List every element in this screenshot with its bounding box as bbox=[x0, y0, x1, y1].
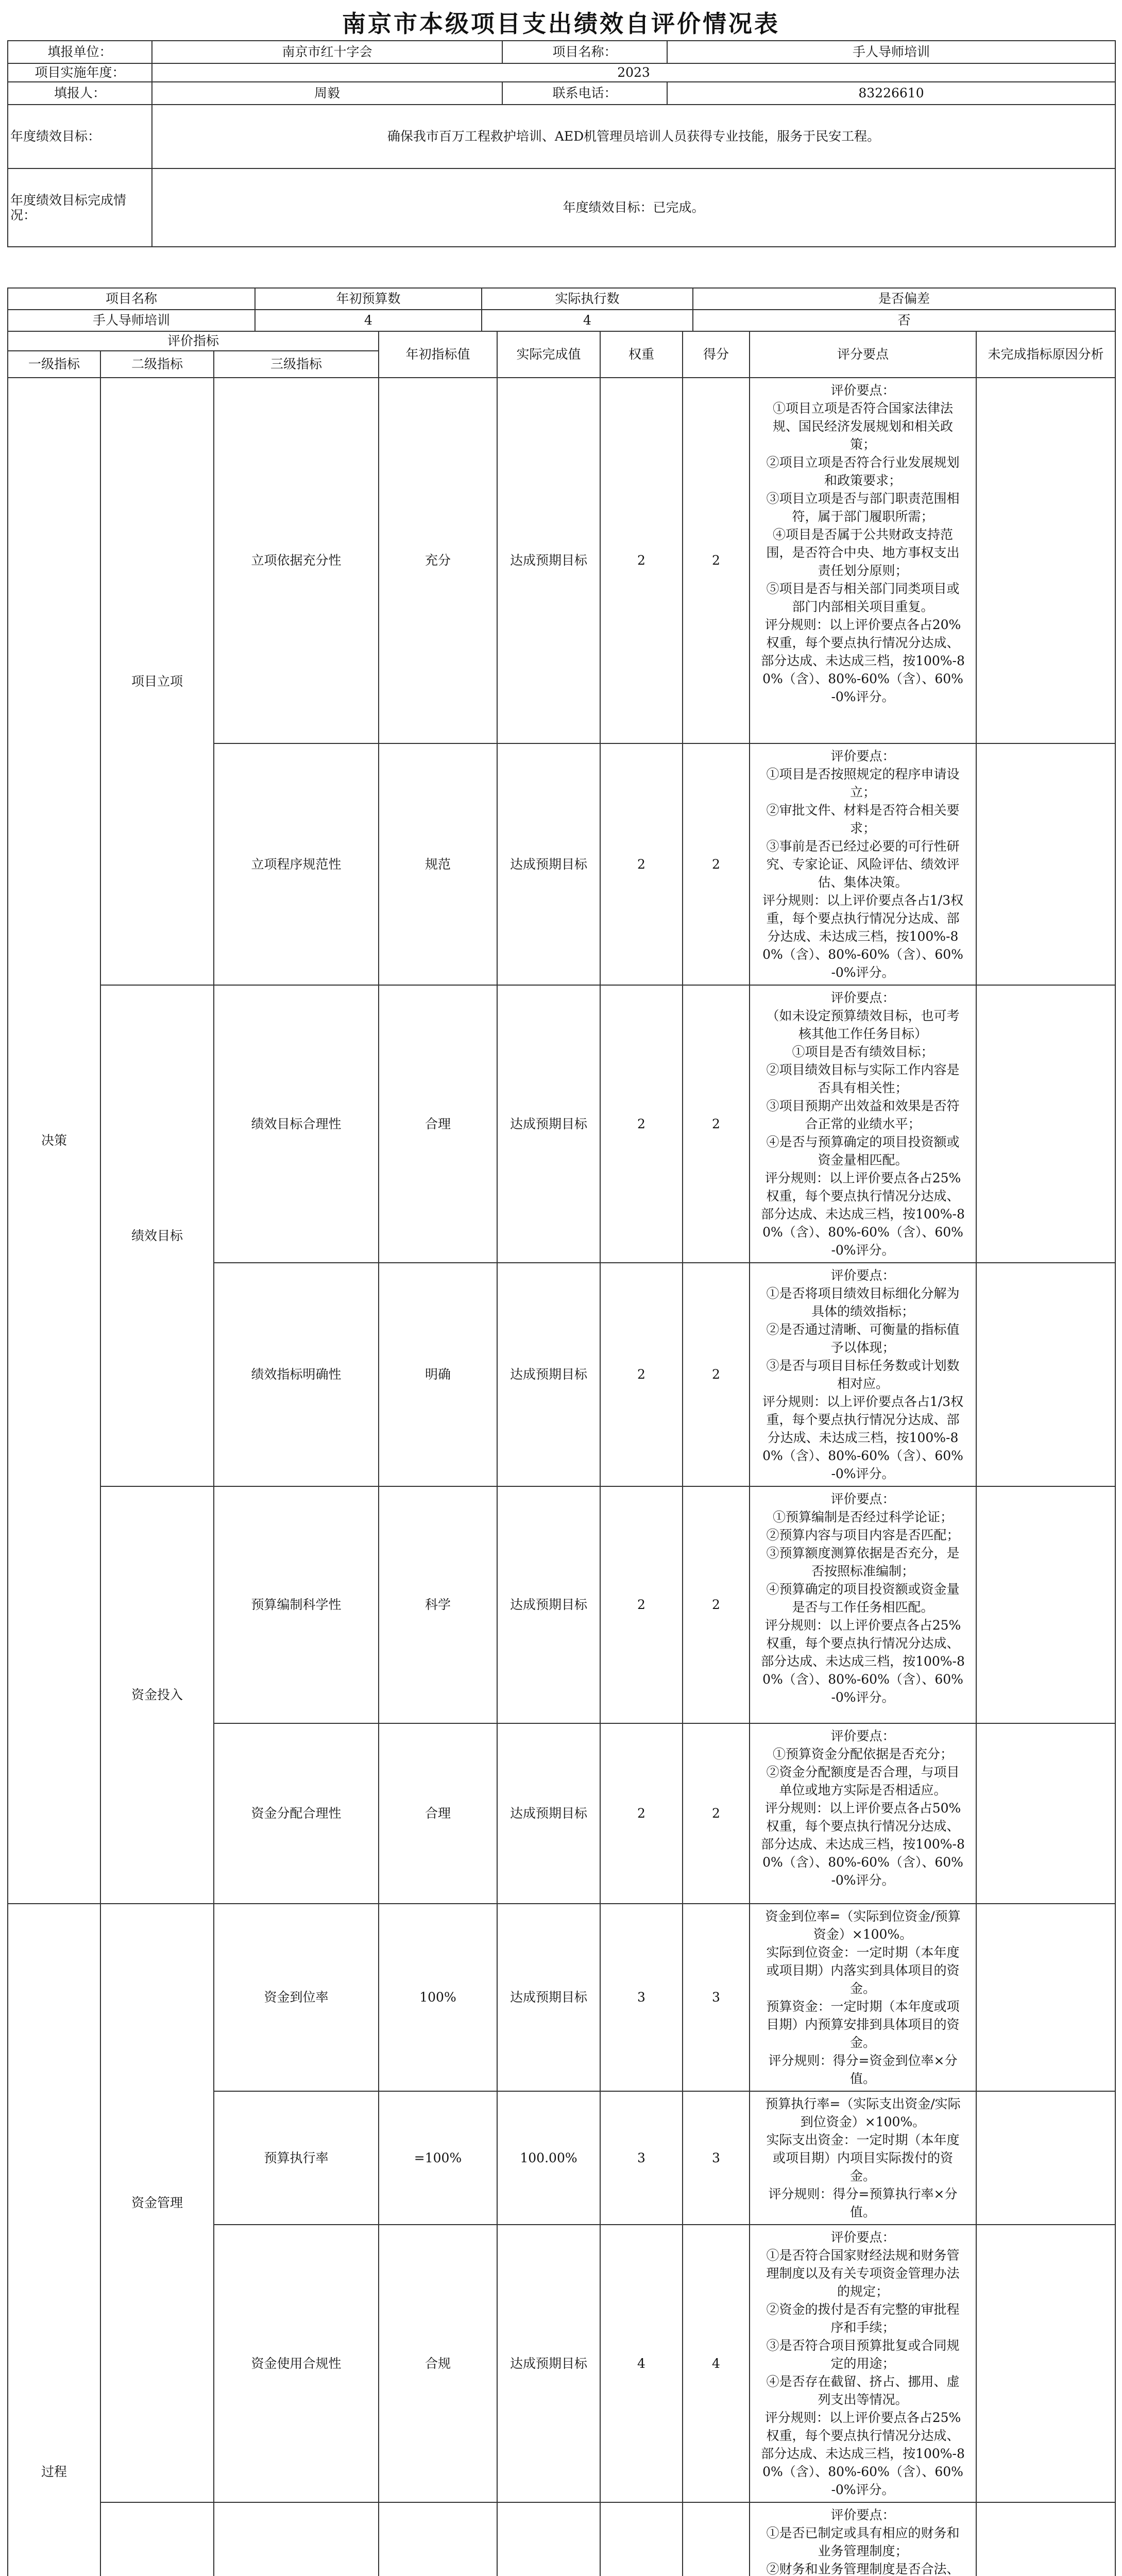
weight-cell bbox=[600, 2502, 683, 2576]
actual-cell: 达成预期目标 bbox=[497, 743, 600, 985]
score-cell: 4 bbox=[683, 2225, 750, 2502]
l2-project-setup: 项目立项 bbox=[100, 378, 214, 985]
l3-cell bbox=[214, 2502, 379, 2576]
l2-fund-input: 资金投入 bbox=[100, 1486, 214, 1904]
l3-cell: 预算编制科学性 bbox=[214, 1486, 379, 1723]
criteria-cell: 资金到位率=（实际到位资金/预算资金）×100%。 实际到位资金：一定时期（本年度或项目期）内落实到具体项目的资金。 预算资金：一定时期（本年度或项目期）内预算安排到具体项目的资金。 评分规则：得分=资金到位率×分值。 bbox=[750, 1904, 976, 2091]
annual-goal-value: 确保我市百万工程救护培训、AED机管理员培训人员获得专业技能，服务于民安工程。 bbox=[152, 105, 1115, 168]
level2-header: 二级指标 bbox=[100, 351, 214, 378]
reason-cell bbox=[976, 378, 1115, 743]
l3-cell: 立项依据充分性 bbox=[214, 378, 379, 743]
filler-value: 周毅 bbox=[152, 82, 502, 105]
score-cell: 2 bbox=[683, 743, 750, 985]
weight-cell: 4 bbox=[600, 2225, 683, 2502]
reason-header: 未完成指标原因分析 bbox=[976, 331, 1115, 378]
reason-cell bbox=[976, 1263, 1115, 1486]
weight-header: 权重 bbox=[600, 331, 683, 378]
weight-cell: 2 bbox=[600, 1723, 683, 1904]
l2-fund-mgmt: 资金管理 bbox=[100, 1904, 214, 2502]
level3-header: 三级指标 bbox=[214, 351, 379, 378]
l3-cell: 绩效目标合理性 bbox=[214, 985, 379, 1263]
criteria-cell: 评价要点： ①是否已制定或具有相应的财务和业务管理制度； ②财务和业务管理制度是否合法、 bbox=[750, 2502, 976, 2576]
l3-cell: 资金到位率 bbox=[214, 1904, 379, 2091]
l3-cell: 资金使用合规性 bbox=[214, 2225, 379, 2502]
page-title: 南京市本级项目支出绩效自评价情况表 bbox=[342, 10, 780, 38]
budget-cell: 4 bbox=[482, 310, 693, 331]
target-cell: 100% bbox=[379, 1904, 497, 2091]
criteria-cell: 评价要点： ①预算资金分配依据是否充分； ②资金分配额度是否合理，与项目单位或地方实际是否相适应。 评分规则：以上评价要点各占50%权重，每个要点执行情况分达成、部分达成、未达成三档，按100%-80%（含）、80%-60%（含）、60%-0%评分。 bbox=[750, 1723, 976, 1904]
reason-cell bbox=[976, 2091, 1115, 2225]
budget-header: 实际执行数 bbox=[482, 288, 693, 310]
weight-cell: 3 bbox=[600, 2091, 683, 2225]
score-cell bbox=[683, 2502, 750, 2576]
target-cell: =100% bbox=[379, 2091, 497, 2225]
score-cell: 3 bbox=[683, 1904, 750, 2091]
actual-cell: 达成预期目标 bbox=[497, 1486, 600, 1723]
reason-cell bbox=[976, 2502, 1115, 2576]
eval-indicator-header: 评价指标 bbox=[8, 331, 379, 351]
year-label: 项目实施年度： bbox=[8, 63, 152, 82]
goal-done-value: 年度绩效目标：已完成。 bbox=[152, 168, 1115, 247]
l2-perf-target: 绩效目标 bbox=[100, 985, 214, 1486]
score-cell: 2 bbox=[683, 378, 750, 743]
score-cell: 2 bbox=[683, 985, 750, 1263]
weight-cell: 2 bbox=[600, 1263, 683, 1486]
weight-cell: 2 bbox=[600, 1486, 683, 1723]
fill-unit-label: 填报单位： bbox=[8, 41, 152, 63]
criteria-cell: 评价要点： ①是否符合国家财经法规和财务管理制度以及有关专项资金管理办法的规定； ②资金的拨付是否有完整的审批程序和手续； ③是否符合项目预算批复或合同规定的用途； ④是否存在截留、挤占、挪用、虚列支出等情况。 评分规则：以上评价要点各占25%权重，每个要点执行情况分达成、部分达成、未达成三档，按100%-80%（含）、80%-60%（含）、60%-0%评分。 bbox=[750, 2225, 976, 2502]
actual-cell: 达成预期目标 bbox=[497, 378, 600, 743]
annual-goal-label: 年度绩效目标： bbox=[8, 105, 152, 168]
criteria-cell: 预算执行率=（实际支出资金/实际到位资金）×100%。 实际支出资金：一定时期（本年度或项目期）内项目实际拨付的资金。 评分规则：得分=预算执行率×分值。 bbox=[750, 2091, 976, 2225]
filler-label: 填报人： bbox=[8, 82, 152, 105]
reason-cell bbox=[976, 1723, 1115, 1904]
weight-cell: 2 bbox=[600, 378, 683, 743]
project-name-label: 项目名称： bbox=[502, 41, 667, 63]
score-header: 得分 bbox=[683, 331, 750, 378]
info-table bbox=[7, 40, 1116, 247]
score-cell: 3 bbox=[683, 2091, 750, 2225]
actual-cell: 达成预期目标 bbox=[497, 985, 600, 1263]
l3-cell: 资金分配合理性 bbox=[214, 1723, 379, 1904]
actual-cell: 达成预期目标 bbox=[497, 1904, 600, 2091]
actual-header: 实际完成值 bbox=[497, 331, 600, 378]
budget-header: 是否偏差 bbox=[693, 288, 1115, 310]
year-value: 2023 bbox=[152, 63, 1115, 82]
reason-cell bbox=[976, 743, 1115, 985]
target-cell: 合理 bbox=[379, 985, 497, 1263]
target-cell: 科学 bbox=[379, 1486, 497, 1723]
l3-cell: 绩效指标明确性 bbox=[214, 1263, 379, 1486]
budget-cell: 4 bbox=[255, 310, 482, 331]
budget-cell: 否 bbox=[693, 310, 1115, 331]
phone-label: 联系电话： bbox=[502, 82, 667, 105]
target-cell: 合规 bbox=[379, 2225, 497, 2502]
reason-cell bbox=[976, 1904, 1115, 2091]
weight-cell: 2 bbox=[600, 743, 683, 985]
criteria-header: 评分要点 bbox=[750, 331, 976, 378]
reason-cell bbox=[976, 2225, 1115, 2502]
actual-cell: 达成预期目标 bbox=[497, 1723, 600, 1904]
criteria-cell: 评价要点： ①项目立项是否符合国家法律法规、国民经济发展规划和相关政策； ②项目立项是否符合行业发展规划和政策要求； ③项目立项是否与部门职责范围相符，属于部门履职所需； ④项目是否属于公共财政支持范围，是否符合中央、地方事权支出责任划分原则； ⑤项目是否与相关部门同类项目或部门内部相关项目重复。 评分规则：以上评价要点各占20%权重，每个要点执行情况分达成、部分达成、未达成三档，按100%-80%（含）、80%-60%（含）、60%-0%评分。 bbox=[750, 378, 976, 743]
actual-cell: 达成预期目标 bbox=[497, 2225, 600, 2502]
project-name-value: 手人导师培训 bbox=[667, 41, 1115, 63]
criteria-cell: 评价要点： ①是否将项目绩效目标细化分解为具体的绩效指标； ②是否通过清晰、可衡量的指标值予以体现； ③是否与项目目标任务数或计划数相对应。 评分规则：以上评价要点各占1/3权重，每个要点执行情况分达成、部分达成、未达成三档，按100%-80%（含）、80%-60%（含）、60%-0%评分。 bbox=[750, 1263, 976, 1486]
l3-cell: 立项程序规范性 bbox=[214, 743, 379, 985]
criteria-cell: 评价要点： ①预算编制是否经过科学论证； ②预算内容与项目内容是否匹配； ③预算额度测算依据是否充分，是否按照标准编制； ④预算确定的项目投资额或资金量是否与工作任务相匹配。 评分规则：以上评价要点各占25%权重，每个要点执行情况分达成、部分达成、未达成三档，按100%-80%（含）、80%-60%（含）、60%-0%评分。 bbox=[750, 1486, 976, 1723]
fill-unit-value: 南京市红十字会 bbox=[152, 41, 502, 63]
target-cell: 合理 bbox=[379, 1723, 497, 1904]
reason-cell bbox=[976, 1486, 1115, 1723]
budget-table bbox=[7, 287, 1116, 332]
criteria-cell: 评价要点： （如未设定预算绩效目标，也可考核其他工作任务目标） ①项目是否有绩效目标； ②项目绩效目标与实际工作内容是否具有相关性； ③项目预期产出效益和效果是否符合正常的业绩水平； ④是否与预算确定的项目投资额或资金量相匹配。 评分规则：以上评价要点各占25%权重，每个要点执行情况分达成、部分达成、未达成三档，按100%-80%（含）、80%-60%（含）、60%-0%评分。 bbox=[750, 985, 976, 1263]
weight-cell: 3 bbox=[600, 1904, 683, 2091]
reason-cell bbox=[976, 985, 1115, 1263]
l3-cell: 预算执行率 bbox=[214, 2091, 379, 2225]
l1-decision: 决策 bbox=[8, 378, 100, 1904]
score-cell: 2 bbox=[683, 1723, 750, 1904]
score-cell: 2 bbox=[683, 1486, 750, 1723]
budget-header: 年初预算数 bbox=[255, 288, 482, 310]
target-cell: 规范 bbox=[379, 743, 497, 985]
weight-cell: 2 bbox=[600, 985, 683, 1263]
l2-org-impl bbox=[100, 2502, 214, 2576]
actual-cell: 100.00% bbox=[497, 2091, 600, 2225]
actual-cell: 达成预期目标 bbox=[497, 1263, 600, 1486]
budget-header: 项目名称 bbox=[8, 288, 255, 310]
goal-done-label: 年度绩效目标完成情况： bbox=[8, 168, 152, 247]
budget-cell: 手人导师培训 bbox=[8, 310, 255, 331]
level1-header: 一级指标 bbox=[8, 351, 100, 378]
target-cell: 明确 bbox=[379, 1263, 497, 1486]
phone-value: 83226610 bbox=[667, 82, 1115, 105]
score-cell: 2 bbox=[683, 1263, 750, 1486]
target-cell: 充分 bbox=[379, 378, 497, 743]
target-header: 年初指标值 bbox=[379, 331, 497, 378]
indicator-table bbox=[7, 331, 1116, 2576]
l1-process: 过程 bbox=[8, 1904, 100, 2576]
target-cell bbox=[379, 2502, 497, 2576]
actual-cell bbox=[497, 2502, 600, 2576]
criteria-cell: 评价要点： ①项目是否按照规定的程序申请设立； ②审批文件、材料是否符合相关要求； ③事前是否已经过必要的可行性研究、专家论证、风险评估、绩效评估、集体决策。 评分规则：以上评价要点各占1/3权重，每个要点执行情况分达成、部分达成、未达成三档，按100%-80%（含）、80%-60%（含）、60%-0%评分。 bbox=[750, 743, 976, 985]
